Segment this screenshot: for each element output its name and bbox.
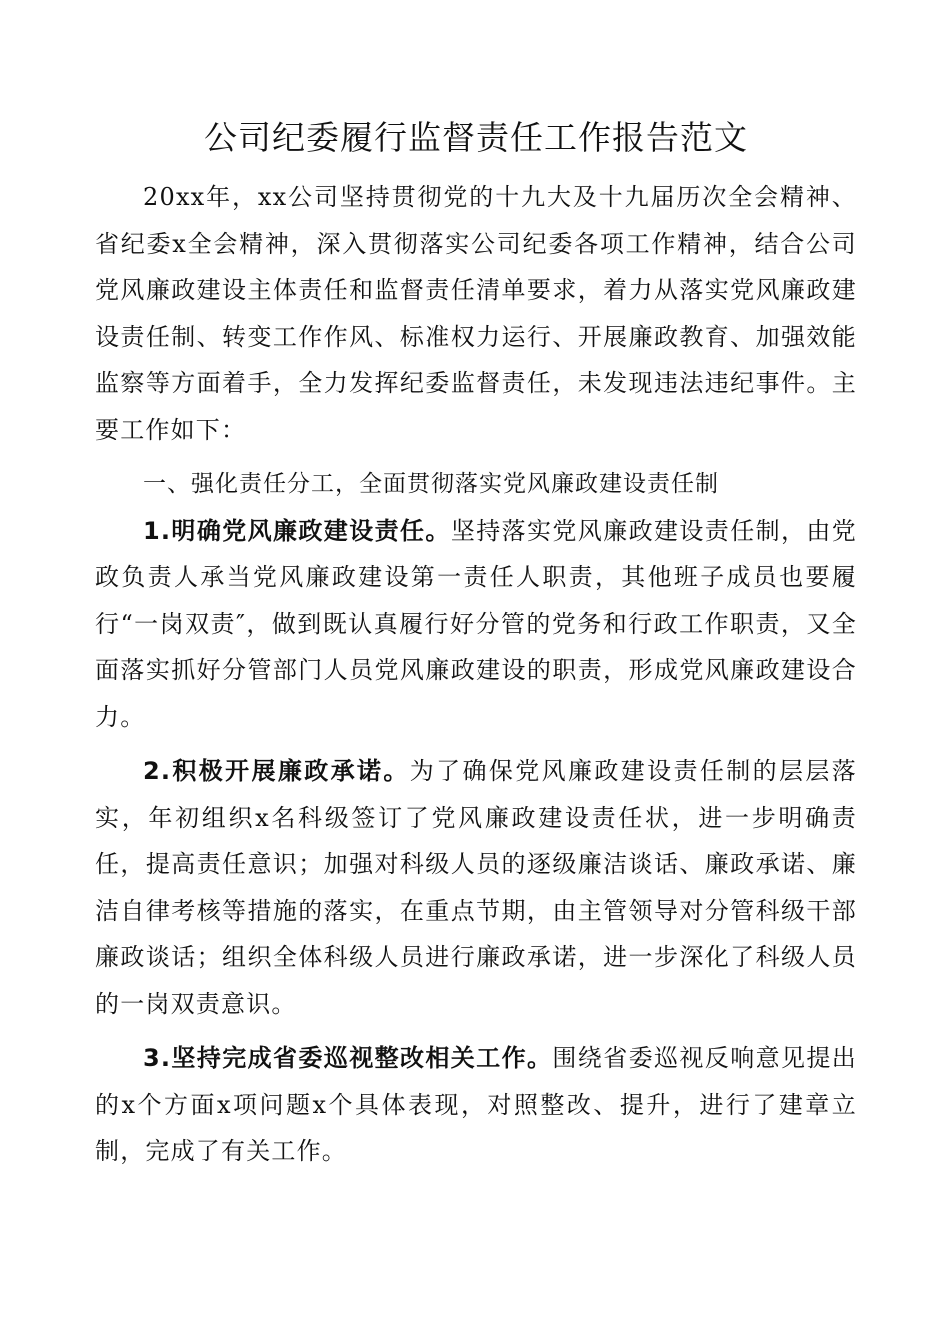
item-lead-3: 3.坚持完成省委巡视整改相关工作。 [143,1044,553,1072]
item-lead-2: 2.积极开展廉政承诺。 [143,757,410,785]
document-page [95,108,857,1175]
item-lead-1: 1.明确党风廉政建设责任。 [143,516,451,545]
item-paragraph-2 [95,748,857,1027]
item-paragraph-3 [95,1035,857,1175]
item-text-1: 坚持落实党风廉政建设责任制，由党政负责人承当党风廉政建设第一责任人职责，其他班子成员也要履行“一岗双责″，做到既认真履行好分管的党务和行政工作职责，又全面落实抓好分管部门人员党风廉政建设的职责，形成党风廉政建设合力。 [95,516,857,731]
document-title: 公司纪委履行监督责任工作报告范文 [204,118,748,157]
intro-paragraph: 20xx年，xx公司坚持贯彻党的十九大及十九届历次全会精神、省纪委x全会精神，深入贯彻落实公司纪委各项工作精神，结合公司党风廉政建设主体责任和监督责任清单要求，着力从落实党风廉政建设责任制、转变工作作风、标准权力运行、开展廉政教育、加强效能监察等方面着手，全力发挥纪委监督责任，未发现违法违纪事件。主要工作如下： [95,183,857,444]
item-text-3: 围绕省委巡视反响意见提出的x个方面x项问题x个具体表现，对照整改、提升，进行了建章立制，完成了有关工作。 [95,1044,857,1165]
item-text-2: 为了确保党风廉政建设责任制的层层落实，年初组织x名科级签订了党风廉政建设责任状，进一步明确责任，提高责任意识；加强对科级人员的逐级廉洁谈话、廉政承诺、廉洁自律考核等措施的落实，在重点节期，由主管领导对分管科级干部廉政谈话；组织全体科级人员进行廉政承诺，进一步深化了科级人员的一岗双责意识。 [95,757,857,1018]
section-heading: 一、强化责任分工，全面贯彻落实党风廉政建设责任制 [143,471,719,497]
item-paragraph-1 [95,508,857,741]
